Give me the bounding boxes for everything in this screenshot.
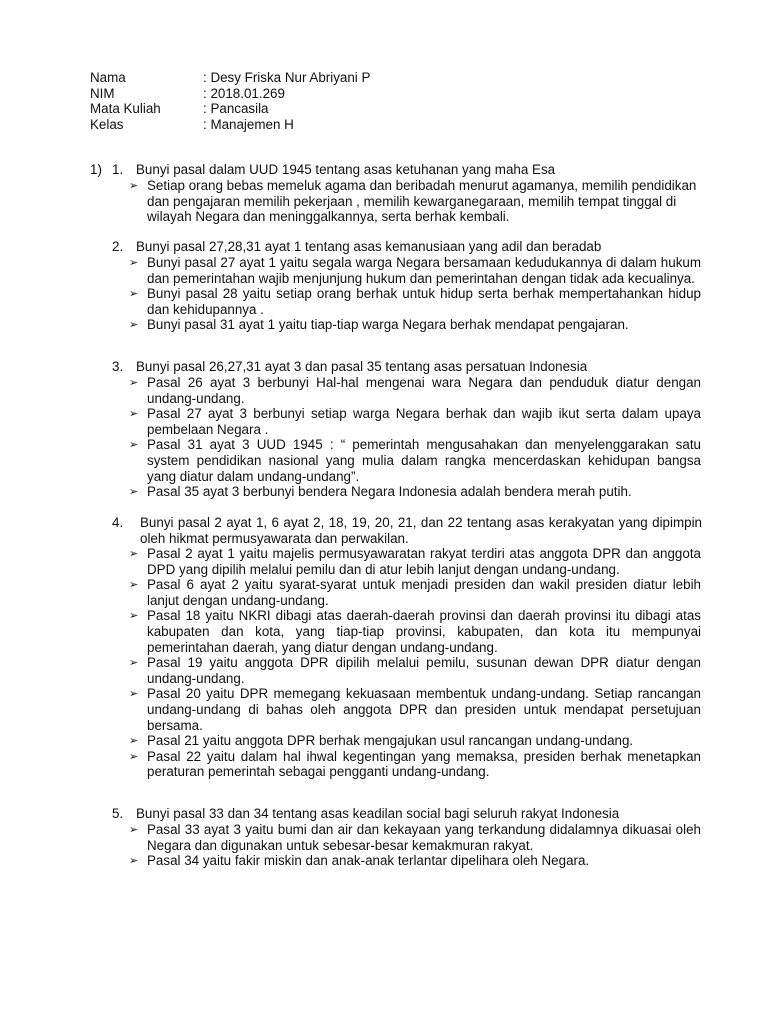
list-item: ➢ Pasal 6 ayat 2 yaitu syarat-syarat untuk menjadi presiden dan wakil presiden diatur lebih lanjut dengan undang-undang. <box>129 577 701 608</box>
list-item: ➢ Pasal 21 yaitu anggota DPR berhak mengajukan usul rancangan undang-undang. <box>129 733 634 749</box>
info-label: NIM <box>90 85 115 101</box>
info-label: Nama <box>90 70 126 85</box>
arrow-bullet-icon: ➢ <box>129 287 139 301</box>
arrow-bullet-icon: ➢ <box>129 318 139 332</box>
info-row-mata-kuliah <box>90 101 370 117</box>
info-label: Mata Kuliah <box>90 101 161 117</box>
section-title: Bunyi pasal 27,28,31 ayat 1 tentang asas kemanusiaan yang adil dan beradab <box>136 239 602 254</box>
section-number: 4. <box>112 515 124 530</box>
list-item: ➢ Pasal 35 ayat 3 berbunyi bendera Negara Indonesia adalah bendera merah putih. <box>129 484 632 500</box>
info-value: : Pancasila <box>203 101 269 117</box>
section-number: 2. <box>112 239 124 254</box>
list-item: ➢ Pasal 33 ayat 3 yaitu bumi dan air dan kekayaan yang terkandung didalamnya dikuasai oleh Negara dan digunakan untuk sebesar-besar kemakmuran rakyat. <box>129 822 701 853</box>
list-item: ➢ Pasal 22 yaitu dalam hal ihwal kegentingan yang memaksa, presiden berhak menetapkan peraturan pemerintah sebagai pengganti undang-undang. <box>129 748 701 780</box>
bullet-list <box>0 822 768 869</box>
section-title: Bunyi pasal dalam UUD 1945 tentang asas ketuhanan yang maha Esa <box>136 162 556 177</box>
info-value: : Desy Friska Nur Abriyani P <box>203 70 371 85</box>
list-item: ➢ Pasal 19 yaitu anggota DPR dipilih melalui pemilu, susunan dewan DPR diatur dengan undang-undang. <box>129 655 701 686</box>
list-item: ➢ Pasal 18 yaitu NKRI dibagi atas daerah-daerah provinsi dan daerah provinsi itu dibagi atas kabupaten dan kota, yang tiap-tiap provinsi, kabupaten, dan kota itu mempunyai pemerintahan daerah, yang diatur dengan undang-undang. <box>129 608 701 655</box>
list-item: ➢ Pasal 26 ayat 3 berbunyi Hal-hal mengenai wara Negara dan penduduk diatur dengan undang-undang. <box>129 375 701 406</box>
list-item: ➢ Pasal 2 ayat 1 yaitu majelis permusyawaratan rakyat terdiri atas anggota DPR dan anggota DPD yang dipilih melalui pemilu dan di atur lebih lanjut dengan undang-undang. <box>129 546 701 577</box>
section-title: Bunyi pasal 33 dan 34 tentang asas keadilan social bagi seluruh rakyat Indonesia <box>136 806 620 821</box>
arrow-bullet-icon: ➢ <box>129 578 139 592</box>
bullet-list <box>0 375 768 500</box>
arrow-bullet-icon: ➢ <box>129 734 139 748</box>
section-title: Bunyi pasal 26,27,31 ayat 3 dan pasal 35 tentang asas persatuan Indonesia <box>136 359 588 374</box>
list-item: ➢ Pasal 31 ayat 3 UUD 1945 : “ pemerintah mengusahakan dan menyelenggarakan satu system pendidikan nasional yang mulia dalam rangka mencerdaskan kehidupan bangsa yang diatur dalam undang-undang”. <box>129 437 701 484</box>
bullet-list <box>0 546 768 780</box>
bullet-list <box>0 255 768 333</box>
arrow-bullet-icon: ➢ <box>129 179 139 192</box>
arrow-bullet-icon: ➢ <box>129 687 139 701</box>
section-title: Bunyi pasal 2 ayat 1, 6 ayat 2, 18, 19, 20, 21, dan 22 tentang asas kerakyatan yang dipimpin oleh hikmat permusyawarata dan perwakilan. <box>140 515 702 546</box>
arrow-bullet-icon: ➢ <box>129 749 139 763</box>
arrow-bullet-icon: ➢ <box>129 407 139 421</box>
arrow-bullet-icon: ➢ <box>129 609 139 623</box>
arrow-bullet-icon: ➢ <box>129 438 139 452</box>
student-info <box>90 70 370 132</box>
section-number: 3. <box>112 359 124 374</box>
arrow-bullet-icon: ➢ <box>129 823 139 836</box>
list-item: ➢ Pasal 20 yaitu DPR memegang kekuasaan membentuk undang-undang. Setiap rancangan undang-undang di bahas oleh anggota DPR dan presiden untuk mendapat persetujuan bersama. <box>129 686 701 733</box>
list-item: ➢ Bunyi pasal 28 yaitu setiap orang berhak untuk hidup serta berhak mempertahankan hidup dan kehidupannya . <box>129 286 701 317</box>
arrow-bullet-icon: ➢ <box>129 656 139 670</box>
info-row-kelas <box>90 117 370 133</box>
list-item: ➢ Setiap orang bebas memeluk agama dan beribadah menurut agamanya, memilih pendidikan dan pengajaran memilih pekerjaan , memilih kewarganegaraan, memilih tempat tinggal di wilayah Negara dan meninggalkannya, serta berhak kembali. <box>129 178 697 225</box>
list-item: ➢ Bunyi pasal 31 ayat 1 yaitu tiap-tiap warga Negara berhak mendapat pengajaran. <box>129 317 629 333</box>
arrow-bullet-icon: ➢ <box>129 376 139 389</box>
arrow-bullet-icon: ➢ <box>129 485 139 499</box>
arrow-bullet-icon: ➢ <box>129 256 139 269</box>
list-item: ➢ Pasal 34 yaitu fakir miskin dan anak-anak terlantar dipelihara oleh Negara. <box>129 853 590 869</box>
info-row-nama <box>90 70 370 86</box>
list-item: ➢ Pasal 27 ayat 3 berbunyi setiap warga Negara berhak dan wajib ikut serta dalam upaya pembelaan Negara . <box>129 406 701 437</box>
arrow-bullet-icon: ➢ <box>129 854 139 868</box>
question-number: 1) <box>90 162 102 177</box>
section-number: 1. <box>112 162 124 177</box>
arrow-bullet-icon: ➢ <box>129 547 139 560</box>
bullet-list <box>0 178 768 225</box>
section-number: 5. <box>112 806 124 821</box>
info-value: : Manajemen H <box>203 116 294 132</box>
info-value: : 2018.01.269 <box>203 85 285 101</box>
list-item: ➢ Bunyi pasal 27 ayat 1 yaitu segala warga Negara bersamaan kedudukannya di dalam hukum dan pemerintahan wajib menjunjung hukum dan pemerintahan dengan tidak ada kecualinya. <box>129 255 701 286</box>
info-label: Kelas <box>90 116 124 132</box>
info-row-nim <box>90 86 370 102</box>
